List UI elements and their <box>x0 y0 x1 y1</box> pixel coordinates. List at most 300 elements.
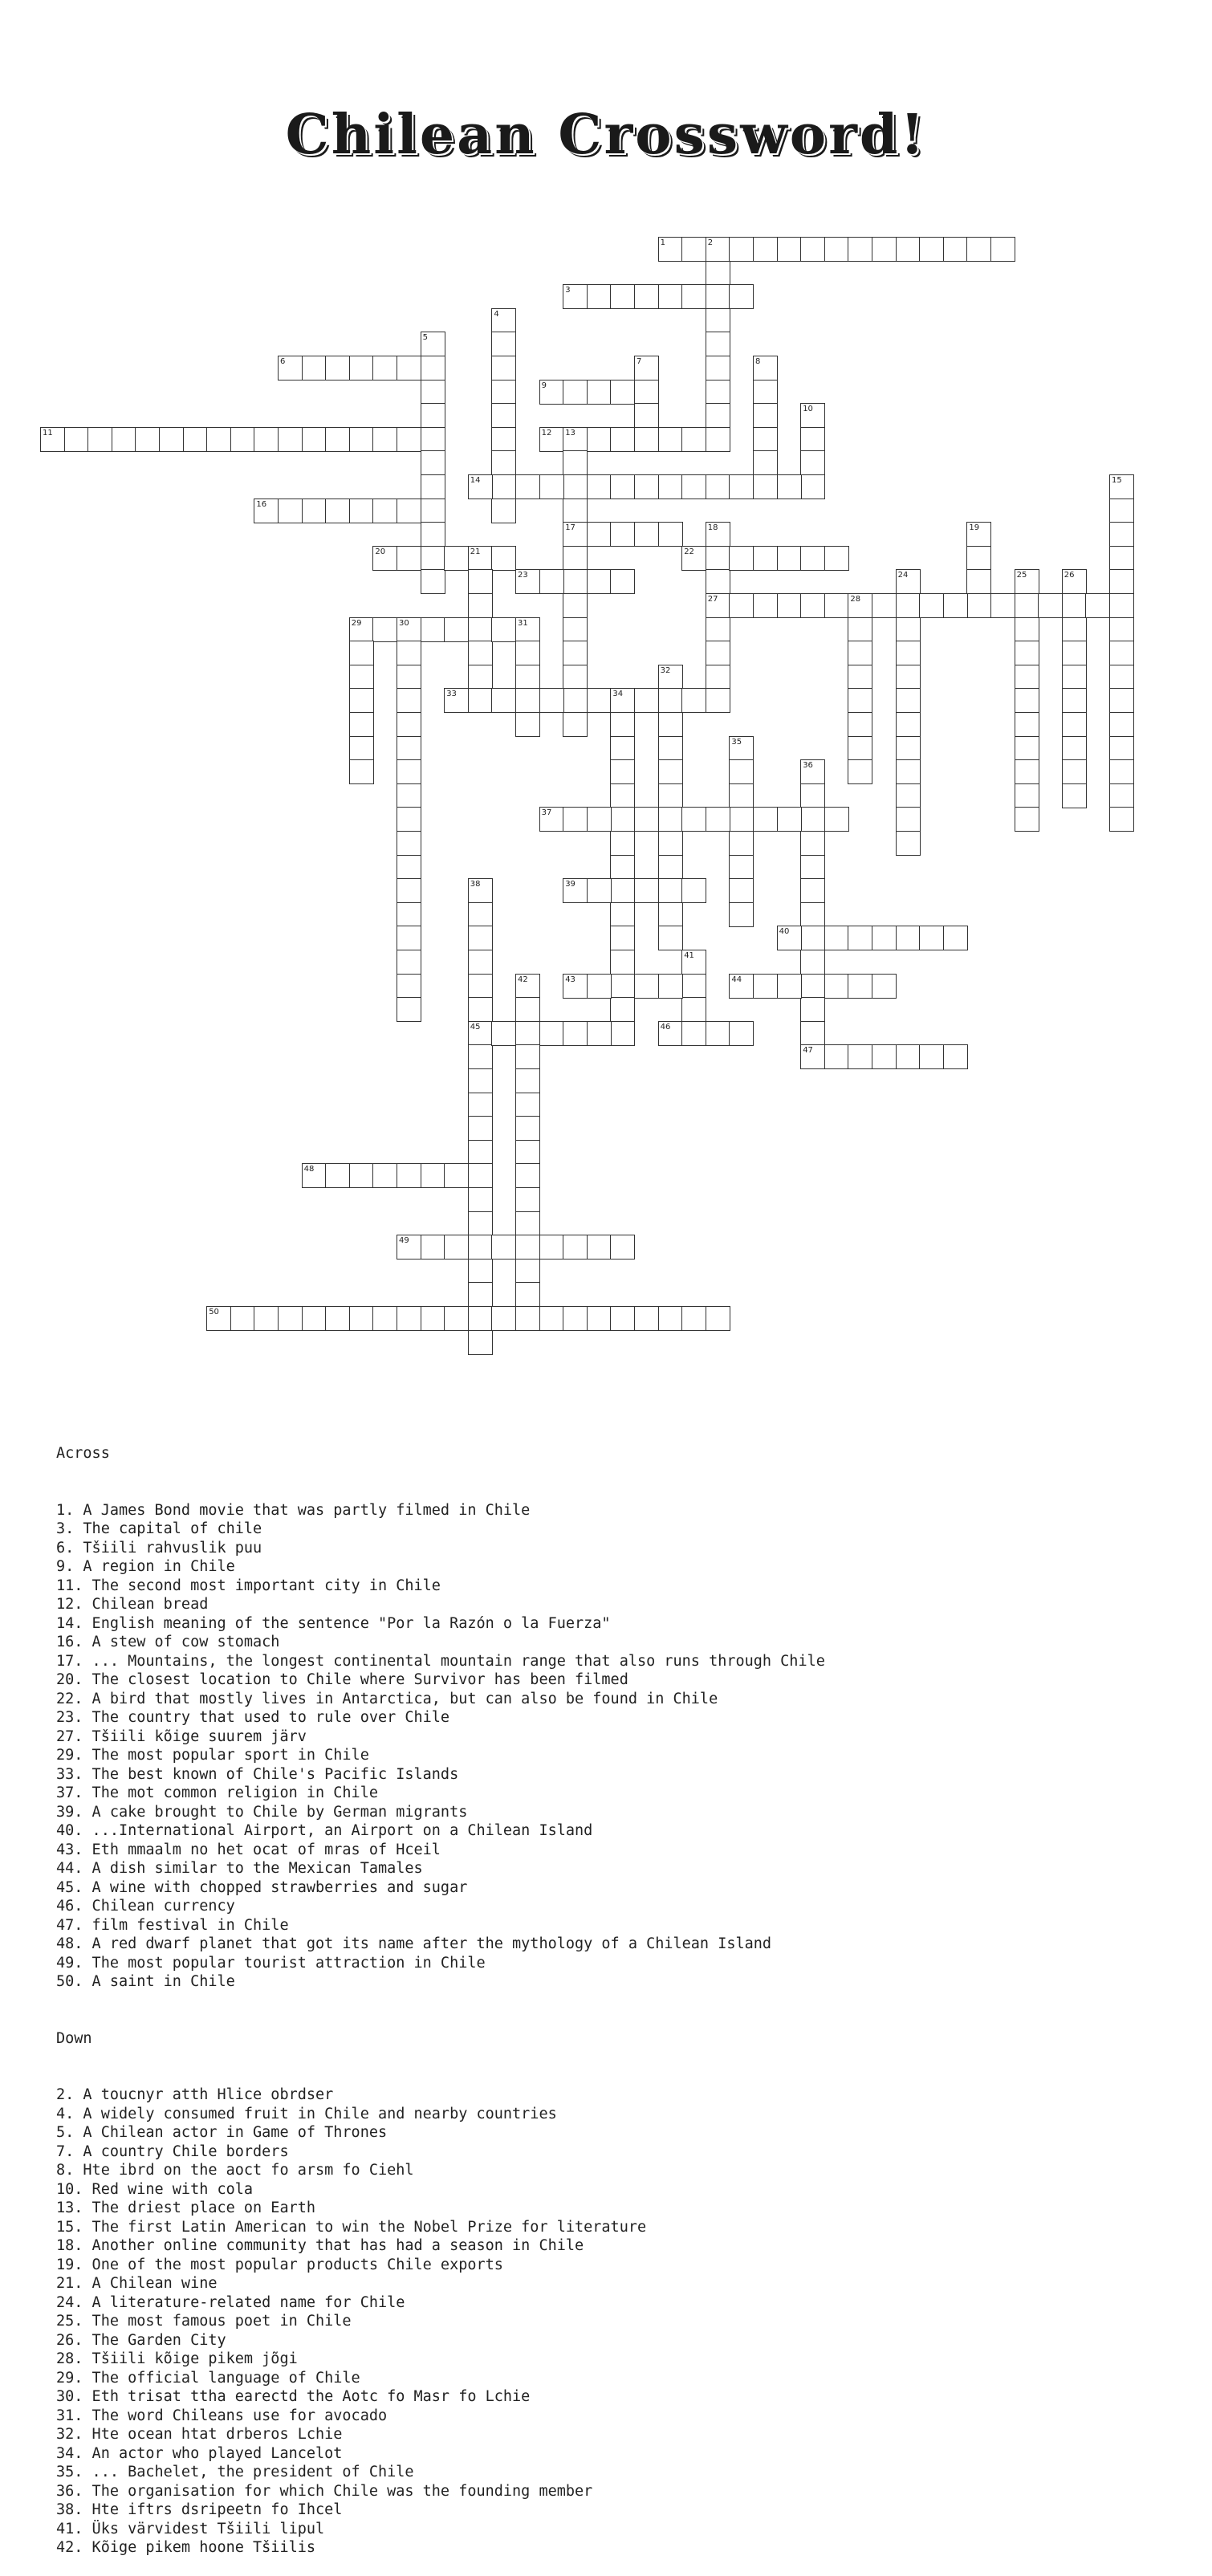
crossword-cell[interactable] <box>729 736 754 761</box>
crossword-cell[interactable] <box>397 665 421 690</box>
crossword-cell[interactable] <box>515 1163 540 1188</box>
crossword-cell[interactable] <box>587 284 612 309</box>
crossword-cell[interactable] <box>397 1306 421 1331</box>
crossword-cell[interactable] <box>1062 617 1087 642</box>
crossword-cell[interactable] <box>610 284 635 309</box>
crossword-cell[interactable] <box>587 878 612 903</box>
crossword-cell[interactable] <box>706 474 730 499</box>
crossword-cell[interactable] <box>777 546 802 571</box>
crossword-cell[interactable] <box>112 427 136 452</box>
crossword-cell[interactable] <box>278 356 303 380</box>
crossword-cell[interactable] <box>397 950 421 975</box>
crossword-cell[interactable] <box>729 546 754 571</box>
crossword-cell[interactable] <box>444 1235 469 1260</box>
crossword-cell[interactable] <box>658 974 683 999</box>
crossword-cell[interactable] <box>563 546 588 571</box>
crossword-cell[interactable] <box>468 1211 493 1236</box>
crossword-cell[interactable] <box>1109 736 1134 761</box>
crossword-cell[interactable] <box>658 665 683 690</box>
crossword-cell[interactable] <box>729 759 754 784</box>
crossword-cell[interactable] <box>800 593 825 618</box>
crossword-cell[interactable] <box>325 427 350 452</box>
crossword-cell[interactable] <box>563 1306 588 1331</box>
crossword-cell[interactable] <box>515 712 540 737</box>
crossword-cell[interactable] <box>397 878 421 903</box>
crossword-cell[interactable] <box>753 474 778 499</box>
crossword-cell[interactable] <box>349 641 374 665</box>
crossword-cell[interactable] <box>729 783 754 808</box>
crossword-cell[interactable] <box>848 736 872 761</box>
crossword-cell[interactable] <box>706 284 730 309</box>
crossword-cell[interactable] <box>515 974 540 999</box>
crossword-cell[interactable] <box>587 380 612 405</box>
crossword-cell[interactable] <box>943 1044 968 1069</box>
crossword-cell[interactable] <box>658 736 683 761</box>
crossword-cell[interactable] <box>468 1187 493 1212</box>
crossword-cell[interactable] <box>421 1163 445 1188</box>
crossword-cell[interactable] <box>468 569 493 594</box>
crossword-cell[interactable] <box>610 783 635 808</box>
crossword-cell[interactable] <box>468 974 493 999</box>
crossword-cell[interactable] <box>1062 593 1087 618</box>
crossword-cell[interactable] <box>421 617 445 642</box>
crossword-cell[interactable] <box>302 499 327 523</box>
crossword-cell[interactable] <box>563 974 588 999</box>
crossword-cell[interactable] <box>634 688 659 713</box>
crossword-cell[interactable] <box>658 688 683 713</box>
crossword-cell[interactable] <box>468 593 493 618</box>
crossword-cell[interactable] <box>515 474 540 499</box>
crossword-cell[interactable] <box>468 1163 493 1188</box>
crossword-cell[interactable] <box>800 546 825 571</box>
crossword-cell[interactable] <box>1109 783 1134 808</box>
crossword-cell[interactable] <box>278 427 303 452</box>
crossword-cell[interactable] <box>587 427 612 452</box>
crossword-cell[interactable] <box>491 308 516 333</box>
crossword-cell[interactable] <box>421 332 445 356</box>
crossword-cell[interactable] <box>729 807 754 832</box>
crossword-cell[interactable] <box>753 237 778 262</box>
crossword-cell[interactable] <box>1062 665 1087 690</box>
crossword-cell[interactable] <box>1109 617 1134 642</box>
crossword-cell[interactable] <box>515 1306 540 1331</box>
crossword-cell[interactable] <box>515 1282 540 1307</box>
crossword-cell[interactable] <box>468 1235 493 1260</box>
crossword-cell[interactable] <box>1109 474 1134 499</box>
crossword-cell[interactable] <box>824 926 849 950</box>
crossword-cell[interactable] <box>206 427 231 452</box>
crossword-cell[interactable] <box>397 546 421 571</box>
crossword-cell[interactable] <box>610 736 635 761</box>
crossword-cell[interactable] <box>610 380 635 405</box>
crossword-cell[interactable] <box>491 356 516 380</box>
crossword-cell[interactable] <box>896 237 921 262</box>
crossword-cell[interactable] <box>753 450 778 475</box>
crossword-cell[interactable] <box>966 237 991 262</box>
crossword-cell[interactable] <box>753 403 778 428</box>
crossword-cell[interactable] <box>468 926 493 950</box>
crossword-cell[interactable] <box>634 356 659 380</box>
crossword-cell[interactable] <box>491 688 516 713</box>
crossword-cell[interactable] <box>491 403 516 428</box>
crossword-cell[interactable] <box>349 665 374 690</box>
crossword-cell[interactable] <box>1062 712 1087 737</box>
crossword-cell[interactable] <box>706 617 730 642</box>
crossword-cell[interactable] <box>634 427 659 452</box>
crossword-cell[interactable] <box>587 569 612 594</box>
crossword-cell[interactable] <box>444 546 469 571</box>
crossword-cell[interactable] <box>254 499 279 523</box>
crossword-cell[interactable] <box>681 950 706 975</box>
crossword-cell[interactable] <box>515 1044 540 1069</box>
crossword-cell[interactable] <box>397 759 421 784</box>
crossword-cell[interactable] <box>302 1306 327 1331</box>
crossword-cell[interactable] <box>539 1021 564 1046</box>
crossword-cell[interactable] <box>563 617 588 642</box>
crossword-cell[interactable] <box>896 593 921 618</box>
crossword-cell[interactable] <box>515 1068 540 1093</box>
crossword-cell[interactable] <box>1109 759 1134 784</box>
crossword-cell[interactable] <box>610 474 635 499</box>
crossword-cell[interactable] <box>800 950 825 975</box>
crossword-cell[interactable] <box>706 308 730 333</box>
crossword-cell[interactable] <box>872 926 897 950</box>
crossword-cell[interactable] <box>1038 593 1063 618</box>
crossword-cell[interactable] <box>397 499 421 523</box>
crossword-cell[interactable] <box>753 546 778 571</box>
crossword-cell[interactable] <box>230 427 255 452</box>
crossword-cell[interactable] <box>563 522 588 547</box>
crossword-cell[interactable] <box>610 759 635 784</box>
crossword-cell[interactable] <box>421 450 445 475</box>
crossword-cell[interactable] <box>563 569 588 594</box>
crossword-cell[interactable] <box>729 1021 754 1046</box>
crossword-cell[interactable] <box>468 902 493 927</box>
crossword-cell[interactable] <box>706 688 730 713</box>
crossword-cell[interactable] <box>777 974 802 999</box>
crossword-cell[interactable] <box>1109 522 1134 547</box>
crossword-cell[interactable] <box>800 974 825 999</box>
crossword-cell[interactable] <box>800 783 825 808</box>
crossword-cell[interactable] <box>1015 688 1039 713</box>
crossword-cell[interactable] <box>1109 569 1134 594</box>
crossword-cell[interactable] <box>397 783 421 808</box>
crossword-cell[interactable] <box>491 474 516 499</box>
crossword-cell[interactable] <box>896 759 921 784</box>
crossword-cell[interactable] <box>372 356 397 380</box>
crossword-cell[interactable] <box>421 1306 445 1331</box>
crossword-cell[interactable] <box>706 807 730 832</box>
crossword-cell[interactable] <box>1109 807 1134 832</box>
crossword-cell[interactable] <box>515 688 540 713</box>
crossword-cell[interactable] <box>610 878 635 903</box>
crossword-cell[interactable] <box>634 474 659 499</box>
crossword-cell[interactable] <box>681 284 706 309</box>
crossword-cell[interactable] <box>397 997 421 1022</box>
crossword-cell[interactable] <box>421 403 445 428</box>
crossword-cell[interactable] <box>563 474 588 499</box>
crossword-cell[interactable] <box>515 1187 540 1212</box>
crossword-cell[interactable] <box>421 474 445 499</box>
crossword-cell[interactable] <box>800 237 825 262</box>
crossword-cell[interactable] <box>1109 688 1134 713</box>
crossword-cell[interactable] <box>468 878 493 903</box>
crossword-cell[interactable] <box>349 688 374 713</box>
crossword-cell[interactable] <box>491 1235 516 1260</box>
crossword-cell[interactable] <box>777 593 802 618</box>
crossword-cell[interactable] <box>658 522 683 547</box>
crossword-cell[interactable] <box>491 1306 516 1331</box>
crossword-cell[interactable] <box>800 878 825 903</box>
crossword-cell[interactable] <box>563 807 588 832</box>
crossword-cell[interactable] <box>848 974 872 999</box>
crossword-cell[interactable] <box>658 855 683 880</box>
crossword-cell[interactable] <box>706 569 730 594</box>
crossword-cell[interactable] <box>681 474 706 499</box>
crossword-cell[interactable] <box>1015 783 1039 808</box>
crossword-cell[interactable] <box>824 237 849 262</box>
crossword-cell[interactable] <box>800 807 825 832</box>
crossword-cell[interactable] <box>515 569 540 594</box>
crossword-cell[interactable] <box>372 499 397 523</box>
crossword-cell[interactable] <box>658 807 683 832</box>
crossword-cell[interactable] <box>468 1282 493 1307</box>
crossword-cell[interactable] <box>1015 736 1039 761</box>
crossword-cell[interactable] <box>848 759 872 784</box>
crossword-cell[interactable] <box>515 1140 540 1165</box>
crossword-cell[interactable] <box>610 712 635 737</box>
crossword-cell[interactable] <box>706 641 730 665</box>
crossword-cell[interactable] <box>563 499 588 523</box>
crossword-cell[interactable] <box>943 237 968 262</box>
crossword-cell[interactable] <box>515 1021 540 1046</box>
crossword-cell[interactable] <box>421 380 445 405</box>
crossword-cell[interactable] <box>658 831 683 856</box>
crossword-cell[interactable] <box>729 974 754 999</box>
crossword-cell[interactable] <box>421 569 445 594</box>
crossword-cell[interactable] <box>658 878 683 903</box>
crossword-cell[interactable] <box>349 712 374 737</box>
crossword-cell[interactable] <box>397 427 421 452</box>
crossword-cell[interactable] <box>397 617 421 642</box>
crossword-cell[interactable] <box>421 427 445 452</box>
crossword-cell[interactable] <box>896 617 921 642</box>
crossword-cell[interactable] <box>634 403 659 428</box>
crossword-cell[interactable] <box>848 641 872 665</box>
crossword-cell[interactable] <box>563 450 588 475</box>
crossword-cell[interactable] <box>397 807 421 832</box>
crossword-cell[interactable] <box>681 546 706 571</box>
crossword-cell[interactable] <box>1062 569 1087 594</box>
crossword-cell[interactable] <box>397 736 421 761</box>
crossword-cell[interactable] <box>563 712 588 737</box>
crossword-cell[interactable] <box>468 474 493 499</box>
crossword-cell[interactable] <box>491 450 516 475</box>
crossword-cell[interactable] <box>800 1044 825 1069</box>
crossword-cell[interactable] <box>681 997 706 1022</box>
crossword-cell[interactable] <box>372 617 397 642</box>
crossword-cell[interactable] <box>943 593 968 618</box>
crossword-cell[interactable] <box>563 688 588 713</box>
crossword-cell[interactable] <box>800 855 825 880</box>
crossword-cell[interactable] <box>349 736 374 761</box>
crossword-cell[interactable] <box>706 403 730 428</box>
crossword-cell[interactable] <box>468 997 493 1022</box>
crossword-cell[interactable] <box>800 450 825 475</box>
crossword-cell[interactable] <box>919 237 944 262</box>
crossword-cell[interactable] <box>1109 546 1134 571</box>
crossword-cell[interactable] <box>753 356 778 380</box>
crossword-cell[interactable] <box>943 926 968 950</box>
crossword-cell[interactable] <box>563 641 588 665</box>
crossword-cell[interactable] <box>753 380 778 405</box>
crossword-cell[interactable] <box>634 807 659 832</box>
crossword-cell[interactable] <box>491 499 516 523</box>
crossword-cell[interactable] <box>777 237 802 262</box>
crossword-cell[interactable] <box>777 474 802 499</box>
crossword-cell[interactable] <box>729 284 754 309</box>
crossword-cell[interactable] <box>349 617 374 642</box>
crossword-cell[interactable] <box>824 807 849 832</box>
crossword-cell[interactable] <box>800 1021 825 1046</box>
crossword-cell[interactable] <box>421 522 445 547</box>
crossword-cell[interactable] <box>896 712 921 737</box>
crossword-cell[interactable] <box>491 427 516 452</box>
crossword-cell[interactable] <box>183 427 208 452</box>
crossword-cell[interactable] <box>1015 759 1039 784</box>
crossword-cell[interactable] <box>325 499 350 523</box>
crossword-cell[interactable] <box>302 356 327 380</box>
crossword-cell[interactable] <box>966 593 991 618</box>
crossword-cell[interactable] <box>634 284 659 309</box>
crossword-cell[interactable] <box>706 546 730 571</box>
crossword-cell[interactable] <box>325 1306 350 1331</box>
crossword-cell[interactable] <box>539 807 564 832</box>
crossword-cell[interactable] <box>990 237 1015 262</box>
crossword-cell[interactable] <box>681 878 706 903</box>
crossword-cell[interactable] <box>896 736 921 761</box>
crossword-cell[interactable] <box>1015 569 1039 594</box>
crossword-cell[interactable] <box>397 641 421 665</box>
crossword-cell[interactable] <box>468 1140 493 1165</box>
crossword-cell[interactable] <box>515 641 540 665</box>
crossword-cell[interactable] <box>777 807 802 832</box>
crossword-cell[interactable] <box>848 1044 872 1069</box>
crossword-cell[interactable] <box>397 356 421 380</box>
crossword-cell[interactable] <box>706 593 730 618</box>
crossword-cell[interactable] <box>515 1093 540 1117</box>
crossword-cell[interactable] <box>896 665 921 690</box>
crossword-cell[interactable] <box>634 878 659 903</box>
crossword-cell[interactable] <box>824 546 849 571</box>
crossword-cell[interactable] <box>372 1163 397 1188</box>
crossword-cell[interactable] <box>610 1235 635 1260</box>
crossword-cell[interactable] <box>468 1330 493 1355</box>
crossword-cell[interactable] <box>1015 807 1039 832</box>
crossword-cell[interactable] <box>634 974 659 999</box>
crossword-cell[interactable] <box>563 1021 588 1046</box>
crossword-cell[interactable] <box>800 427 825 452</box>
crossword-cell[interactable] <box>539 380 564 405</box>
crossword-cell[interactable] <box>896 641 921 665</box>
crossword-cell[interactable] <box>896 926 921 950</box>
crossword-cell[interactable] <box>444 617 469 642</box>
crossword-cell[interactable] <box>824 974 849 999</box>
crossword-cell[interactable] <box>159 427 184 452</box>
crossword-cell[interactable] <box>658 783 683 808</box>
crossword-cell[interactable] <box>468 1093 493 1117</box>
crossword-cell[interactable] <box>563 878 588 903</box>
crossword-cell[interactable] <box>706 380 730 405</box>
crossword-cell[interactable] <box>349 356 374 380</box>
crossword-cell[interactable] <box>610 926 635 950</box>
crossword-cell[interactable] <box>468 1021 493 1046</box>
crossword-cell[interactable] <box>896 569 921 594</box>
crossword-cell[interactable] <box>325 356 350 380</box>
crossword-cell[interactable] <box>468 1044 493 1069</box>
crossword-cell[interactable] <box>397 712 421 737</box>
crossword-cell[interactable] <box>800 474 825 499</box>
crossword-cell[interactable] <box>800 926 825 950</box>
crossword-cell[interactable] <box>40 427 65 452</box>
crossword-cell[interactable] <box>302 427 327 452</box>
crossword-cell[interactable] <box>444 1163 469 1188</box>
crossword-cell[interactable] <box>610 569 635 594</box>
crossword-cell[interactable] <box>706 522 730 547</box>
crossword-cell[interactable] <box>397 855 421 880</box>
crossword-cell[interactable] <box>658 474 683 499</box>
crossword-cell[interactable] <box>753 427 778 452</box>
crossword-cell[interactable] <box>610 902 635 927</box>
crossword-cell[interactable] <box>681 688 706 713</box>
crossword-cell[interactable] <box>539 688 564 713</box>
crossword-cell[interactable] <box>587 1235 612 1260</box>
crossword-cell[interactable] <box>421 546 445 571</box>
crossword-cell[interactable] <box>587 1021 612 1046</box>
crossword-cell[interactable] <box>397 1163 421 1188</box>
crossword-cell[interactable] <box>539 427 564 452</box>
crossword-cell[interactable] <box>468 641 493 665</box>
crossword-cell[interactable] <box>610 997 635 1022</box>
crossword-cell[interactable] <box>349 1306 374 1331</box>
crossword-cell[interactable] <box>1015 593 1039 618</box>
crossword-cell[interactable] <box>848 593 872 618</box>
crossword-cell[interactable] <box>1015 665 1039 690</box>
crossword-cell[interactable] <box>896 831 921 856</box>
crossword-cell[interactable] <box>872 974 897 999</box>
crossword-cell[interactable] <box>397 1235 421 1260</box>
crossword-cell[interactable] <box>658 427 683 452</box>
crossword-cell[interactable] <box>587 522 612 547</box>
crossword-cell[interactable] <box>966 546 991 571</box>
crossword-cell[interactable] <box>515 665 540 690</box>
crossword-cell[interactable] <box>515 997 540 1022</box>
crossword-cell[interactable] <box>729 593 754 618</box>
crossword-cell[interactable] <box>206 1306 231 1331</box>
crossword-cell[interactable] <box>990 593 1015 618</box>
crossword-cell[interactable] <box>1062 641 1087 665</box>
crossword-cell[interactable] <box>610 974 635 999</box>
crossword-cell[interactable] <box>681 1306 706 1331</box>
crossword-cell[interactable] <box>1109 641 1134 665</box>
crossword-cell[interactable] <box>706 356 730 380</box>
crossword-cell[interactable] <box>515 1235 540 1260</box>
crossword-cell[interactable] <box>658 237 683 262</box>
crossword-cell[interactable] <box>372 546 397 571</box>
crossword-cell[interactable] <box>848 926 872 950</box>
crossword-cell[interactable] <box>491 380 516 405</box>
crossword-cell[interactable] <box>896 807 921 832</box>
